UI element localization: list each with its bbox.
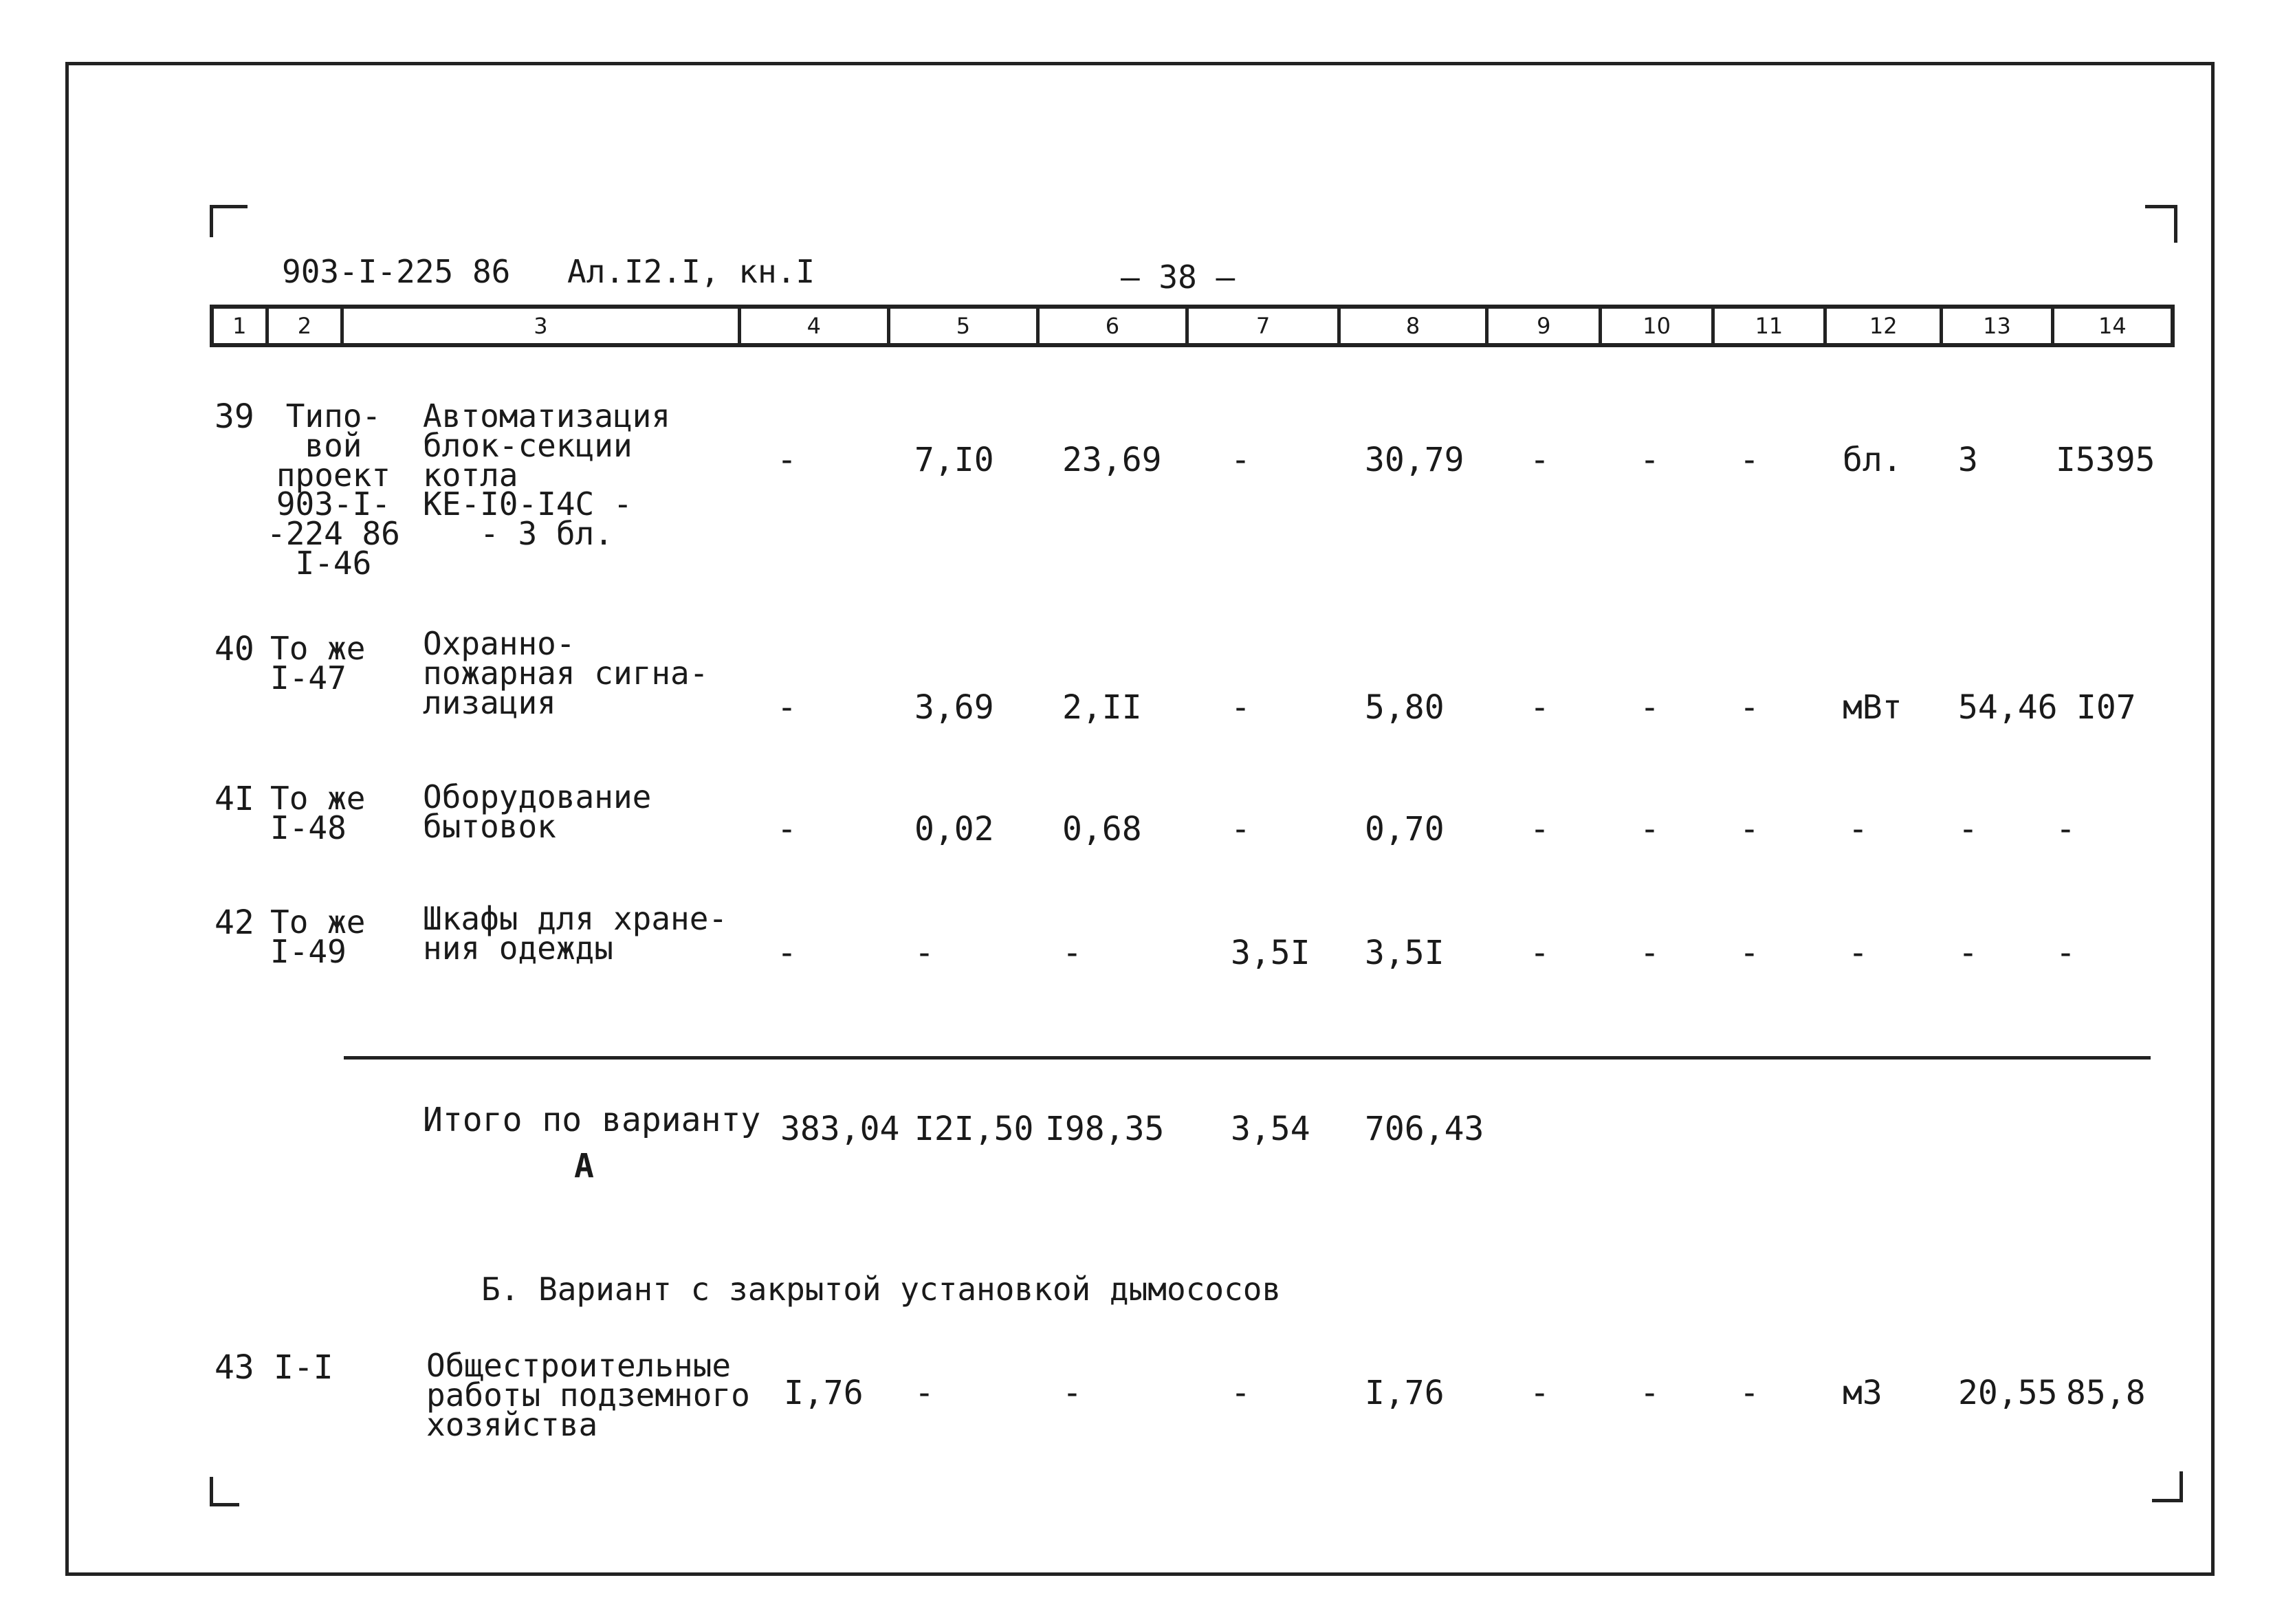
total-separator-line [344, 1056, 2151, 1060]
cell-col8: I,76 [1365, 1374, 1445, 1412]
cell-col10: - [1640, 810, 1660, 848]
project-reference: То же I-47 [270, 630, 366, 696]
cell-col9: - [1530, 1374, 1550, 1412]
cell-quantity: 3 [1958, 441, 1978, 479]
column-header: 12 [1827, 309, 1943, 343]
cell-col7: - [1231, 810, 1251, 848]
cell-unit: м3 [1843, 1374, 1882, 1412]
column-header: 3 [344, 309, 741, 343]
corner-mark-top-right [2145, 205, 2177, 243]
cell-col5: 0,02 [914, 810, 994, 848]
total-variant: А [574, 1147, 594, 1185]
column-header: 9 [1489, 309, 1602, 343]
album-reference: Ал.I2.I, кн.I [567, 253, 815, 290]
total-col6: I98,35 [1045, 1110, 1165, 1148]
cell-col9: - [1530, 688, 1550, 727]
cell-col7: 3,5I [1231, 934, 1310, 972]
page-number: — 38 — [1121, 259, 1236, 296]
cell-cost: - [2056, 810, 2076, 848]
cell-cost: I07 [2076, 688, 2136, 727]
cell-col8: 3,5I [1365, 934, 1445, 972]
cell-col4: - [777, 934, 797, 972]
column-header: 7 [1189, 309, 1341, 343]
column-header: 10 [1602, 309, 1714, 343]
column-header: 1 [214, 309, 269, 343]
cell-col6: 2,II [1062, 688, 1142, 727]
work-name: Общестроительные работы подземного хозяйства [426, 1347, 750, 1443]
work-name: Охранно- пожарная сигна- лизация [423, 625, 709, 721]
total-col5: I2I,50 [914, 1110, 1034, 1148]
corner-mark-bottom-right [2152, 1471, 2183, 1502]
cell-col10: - [1640, 1374, 1660, 1412]
cell-col11: - [1739, 441, 1759, 479]
cell-col7: - [1231, 688, 1251, 727]
work-name: Шкафы для хране- ния одежды [423, 900, 728, 967]
cell-quantity: - [1958, 934, 1978, 972]
column-header: 4 [741, 309, 890, 343]
cell-unit: бл. [1843, 441, 1902, 479]
cell-col7: - [1231, 1374, 1251, 1412]
row-number: 43 [215, 1348, 254, 1387]
cell-col6: - [1062, 1374, 1082, 1412]
column-header: 11 [1715, 309, 1827, 343]
cell-col10: - [1640, 934, 1660, 972]
cell-unit: - [1848, 934, 1868, 972]
cell-col7: - [1231, 441, 1251, 479]
cell-col6: 0,68 [1062, 810, 1142, 848]
cell-col11: - [1739, 934, 1759, 972]
column-header: 13 [1943, 309, 2054, 343]
work-name: Автоматизация блок-секции котла КЕ-I0-I4С - - 3 бл. [423, 397, 671, 553]
cell-col10: - [1640, 441, 1660, 479]
cell-col8: 0,70 [1365, 810, 1445, 848]
total-col7: 3,54 [1231, 1110, 1310, 1148]
cell-col9: - [1530, 441, 1550, 479]
row-number: 4I [215, 780, 254, 818]
cell-cost: I5395 [2056, 441, 2155, 479]
cell-cost: 85,8 [2066, 1374, 2146, 1412]
column-header: 8 [1341, 309, 1489, 343]
column-number-row [210, 305, 2175, 347]
row-number: 40 [215, 630, 254, 668]
cell-col5: 7,I0 [914, 441, 994, 479]
project-reference: I-I [274, 1348, 333, 1387]
corner-mark-bottom-left [210, 1477, 239, 1506]
column-header: 6 [1040, 309, 1189, 343]
cell-cost: - [2056, 934, 2076, 972]
doc-code: 903-I-225 86 [282, 253, 511, 290]
cell-col11: - [1739, 810, 1759, 848]
column-header: 2 [269, 309, 344, 343]
cell-col9: - [1530, 934, 1550, 972]
corner-mark-top-left [210, 205, 248, 237]
cell-col5: - [914, 1374, 934, 1412]
cell-col8: 30,79 [1365, 441, 1464, 479]
cell-col11: - [1739, 688, 1759, 727]
cell-col6: - [1062, 934, 1082, 972]
cell-col6: 23,69 [1062, 441, 1162, 479]
project-reference: Типо- вой проект 903-I- -224 86 I-46 [267, 397, 400, 582]
cell-col9: - [1530, 810, 1550, 848]
cell-col4: - [777, 441, 797, 479]
cell-unit: - [1848, 810, 1868, 848]
total-label: Итого по варианту [423, 1101, 761, 1139]
cell-quantity: - [1958, 810, 1978, 848]
column-header: 14 [2098, 313, 2127, 339]
total-col8: 706,43 [1365, 1110, 1484, 1148]
row-number: 42 [215, 903, 254, 942]
cell-col5: 3,69 [914, 688, 994, 727]
cell-col4: - [777, 688, 797, 727]
column-header: 5 [890, 309, 1040, 343]
total-col4: 383,04 [780, 1110, 900, 1148]
project-reference: То же I-48 [270, 780, 366, 846]
cell-col4: I,76 [784, 1374, 864, 1412]
work-name: Оборудование бытовок [423, 778, 652, 845]
section-title: Б. Вариант с закрытой установкой дымососов [481, 1271, 1282, 1308]
cell-unit: мВт [1843, 688, 1902, 727]
cell-col11: - [1739, 1374, 1759, 1412]
cell-col5: - [914, 934, 934, 972]
cell-col4: - [777, 810, 797, 848]
project-reference: То же I-49 [270, 903, 366, 970]
cell-quantity: 20,55 [1958, 1374, 2058, 1412]
cell-col8: 5,80 [1365, 688, 1445, 727]
cell-col10: - [1640, 688, 1660, 727]
cell-quantity: 54,46 [1958, 688, 2058, 727]
row-number: 39 [215, 397, 254, 436]
